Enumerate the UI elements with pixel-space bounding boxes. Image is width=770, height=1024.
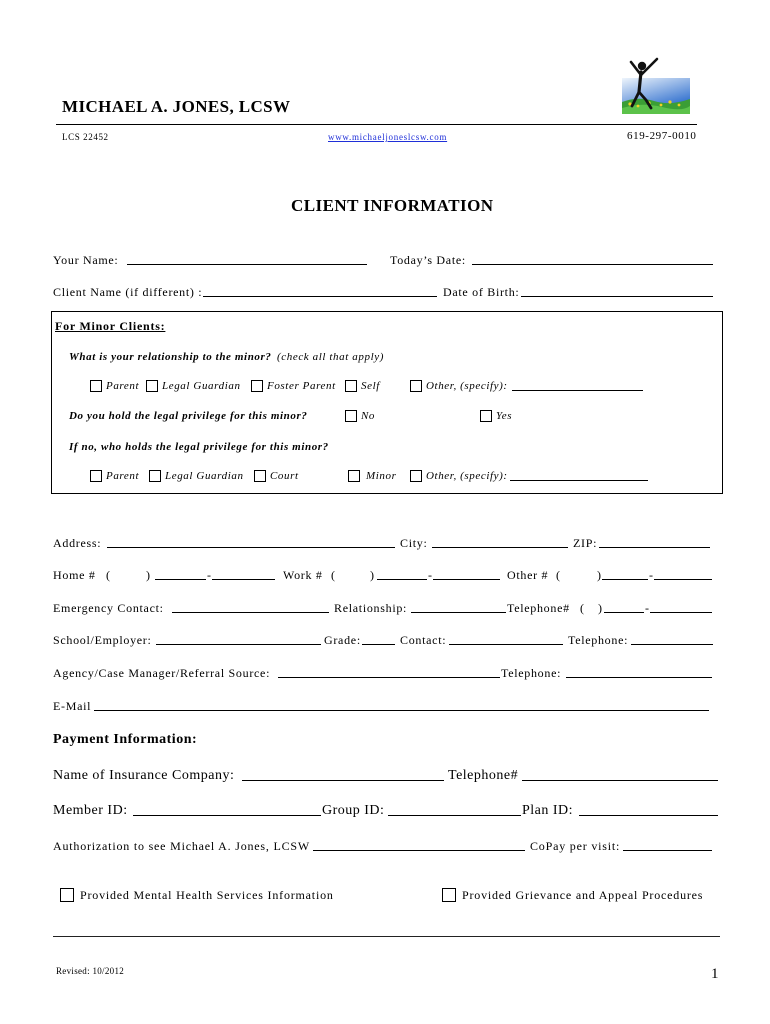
work-phone-label: Work #	[283, 568, 323, 582]
website-link[interactable]: www.michaeljoneslcsw.com	[328, 132, 448, 142]
school-row	[0, 632, 770, 648]
grade-field[interactable]	[362, 632, 395, 645]
insurance-telephone-field[interactable]	[522, 767, 718, 781]
privilege-question: Do you hold the legal privilege for this minor?	[69, 410, 308, 422]
minor-clients-heading: For Minor Clients:	[55, 319, 166, 333]
authorization-label: Authorization to see Michael A. Jones, LCSW	[53, 839, 311, 853]
emergency-contact-field[interactable]	[172, 600, 329, 613]
group-id-label: Group ID:	[322, 803, 385, 818]
practitioner-name: MICHAEL A. JONES, LCSW	[62, 97, 291, 116]
work-phone-separator: -	[428, 568, 433, 582]
school-telephone-field[interactable]	[631, 632, 713, 645]
plan-id-label: Plan ID:	[522, 803, 574, 818]
grievance-procedures-checkbox[interactable]	[442, 888, 456, 902]
emergency-area-close-paren: )	[598, 601, 603, 615]
insurance-company-field[interactable]	[242, 767, 444, 781]
relationship-self-label: Self	[361, 380, 380, 392]
holder-parent-checkbox[interactable]	[90, 470, 102, 482]
holder-question-row	[52, 439, 721, 455]
holder-court-label: Court	[270, 470, 299, 482]
other-area-open-paren: (	[556, 568, 561, 582]
form-title: CLIENT INFORMATION	[291, 196, 494, 215]
agency-telephone-field[interactable]	[566, 665, 712, 678]
mental-health-info-checkbox[interactable]	[60, 888, 74, 902]
emergency-area-open-paren: (	[580, 601, 585, 615]
footer-divider	[53, 936, 720, 937]
privilege-question-row	[52, 408, 721, 424]
your-name-label: Your Name:	[53, 253, 119, 267]
school-contact-label: Contact:	[400, 633, 447, 647]
authorization-row	[0, 838, 770, 854]
authorization-field[interactable]	[313, 838, 525, 851]
work-area-open-paren: (	[331, 568, 336, 582]
header-divider	[56, 124, 697, 125]
privilege-no-label: No	[361, 410, 376, 422]
todays-date-field[interactable]	[472, 252, 713, 265]
todays-date-label: Today’s Date:	[390, 253, 466, 267]
home-phone-line-field[interactable]	[212, 567, 275, 580]
work-phone-line-field[interactable]	[433, 567, 500, 580]
phone-numbers-row	[0, 567, 770, 583]
address-field[interactable]	[107, 535, 395, 548]
your-name-row	[0, 252, 770, 268]
mental-health-info-label: Provided Mental Health Services Information	[80, 888, 334, 902]
emergency-phone-label: Telephone#	[507, 601, 570, 615]
emergency-contact-row	[0, 600, 770, 616]
emergency-contact-label: Emergency Contact:	[53, 601, 164, 615]
client-name-row	[0, 284, 770, 300]
holder-legal-guardian-label: Legal Guardian	[165, 470, 244, 482]
relationship-parent-label: Parent	[106, 380, 140, 392]
address-row	[0, 535, 770, 551]
relationship-other-label: Other, (specify):	[426, 380, 508, 392]
email-label: E-Mail	[53, 699, 92, 713]
agency-telephone-label: Telephone:	[501, 666, 562, 680]
acknowledgements-row	[0, 887, 770, 903]
emergency-phone-line-field[interactable]	[650, 600, 712, 613]
other-phone-prefix-field[interactable]	[602, 567, 648, 580]
relationship-other-specify-field[interactable]	[512, 378, 643, 391]
practice-phone: 619-297-0010	[627, 130, 697, 142]
minor-heading-row	[52, 318, 721, 334]
page-number: 1	[711, 966, 719, 982]
agency-row	[0, 665, 770, 681]
other-phone-label: Other #	[507, 568, 549, 582]
relationship-question-row	[52, 349, 721, 365]
member-id-label: Member ID:	[53, 803, 128, 818]
holder-options-row	[52, 468, 721, 484]
holder-court-checkbox[interactable]	[254, 470, 266, 482]
privilege-no-checkbox[interactable]	[345, 410, 357, 422]
client-name-field[interactable]	[203, 284, 437, 297]
relationship-parent-checkbox[interactable]	[90, 380, 102, 392]
home-phone-separator: -	[207, 568, 212, 582]
grade-label: Grade:	[324, 633, 361, 647]
school-contact-field[interactable]	[449, 632, 563, 645]
license-number: LCS 22452	[62, 132, 109, 142]
privilege-yes-checkbox[interactable]	[480, 410, 492, 422]
holder-question: If no, who holds the legal privilege for this minor?	[69, 441, 329, 453]
holder-other-checkbox[interactable]	[410, 470, 422, 482]
home-phone-label: Home #	[53, 568, 96, 582]
home-phone-prefix-field[interactable]	[155, 567, 206, 580]
relationship-self-checkbox[interactable]	[345, 380, 357, 392]
work-phone-prefix-field[interactable]	[377, 567, 427, 580]
copay-label: CoPay per visit:	[530, 839, 621, 853]
relationship-label: Relationship:	[334, 601, 408, 615]
email-row	[0, 698, 770, 714]
holder-other-specify-field[interactable]	[510, 468, 648, 481]
ids-row	[0, 802, 770, 820]
home-area-open-paren: (	[106, 568, 111, 582]
city-label: City:	[400, 536, 428, 550]
your-name-field[interactable]	[127, 252, 367, 265]
jumping-person-logo-icon	[618, 56, 698, 120]
relationship-question: What is your relationship to the minor?	[69, 351, 272, 363]
privilege-yes-label: Yes	[496, 410, 513, 422]
email-field[interactable]	[94, 698, 709, 711]
city-field[interactable]	[432, 535, 568, 548]
relationship-hint: (check all that apply)	[277, 351, 384, 363]
zip-label: ZIP:	[573, 536, 598, 550]
relationship-other-checkbox[interactable]	[410, 380, 422, 392]
address-label: Address:	[53, 536, 102, 550]
school-telephone-label: Telephone:	[568, 633, 629, 647]
other-area-close-paren: )	[597, 568, 602, 582]
other-phone-line-field[interactable]	[654, 567, 712, 580]
payment-information-heading: Payment Information:	[53, 732, 198, 747]
minor-clients-section	[51, 311, 723, 494]
holder-minor-label: Minor	[366, 470, 397, 482]
holder-minor-checkbox[interactable]	[348, 470, 360, 482]
insurance-telephone-label: Telephone#	[448, 768, 519, 783]
relationship-foster-parent-label: Foster Parent	[267, 380, 336, 392]
member-id-field[interactable]	[133, 802, 321, 816]
emergency-phone-separator: -	[645, 601, 650, 615]
work-area-close-paren: )	[370, 568, 375, 582]
relationship-legal-guardian-checkbox[interactable]	[146, 380, 158, 392]
other-phone-separator: -	[649, 568, 654, 582]
emergency-phone-prefix-field[interactable]	[604, 600, 644, 613]
copay-field[interactable]	[623, 838, 712, 851]
holder-legal-guardian-checkbox[interactable]	[149, 470, 161, 482]
holder-other-label: Other, (specify):	[426, 470, 508, 482]
home-area-close-paren: )	[146, 568, 151, 582]
relationship-field[interactable]	[411, 600, 506, 613]
insurance-company-label: Name of Insurance Company:	[53, 768, 235, 783]
zip-field[interactable]	[599, 535, 710, 548]
school-employer-field[interactable]	[156, 632, 321, 645]
insurance-row	[0, 767, 770, 785]
relationship-legal-guardian-label: Legal Guardian	[162, 380, 241, 392]
grievance-procedures-label: Provided Grievance and Appeal Procedures	[462, 888, 704, 902]
school-employer-label: School/Employer:	[53, 633, 152, 647]
date-of-birth-field[interactable]	[521, 284, 713, 297]
client-name-label: Client Name (if different) :	[53, 285, 203, 299]
date-of-birth-label: Date of Birth:	[443, 285, 520, 299]
group-id-field[interactable]	[388, 802, 521, 816]
relationship-foster-parent-checkbox[interactable]	[251, 380, 263, 392]
relationship-options-row	[52, 378, 721, 394]
plan-id-field[interactable]	[579, 802, 718, 816]
revised-date: Revised: 10/2012	[56, 966, 125, 976]
agency-label: Agency/Case Manager/Referral Source:	[53, 666, 271, 680]
agency-field[interactable]	[278, 665, 500, 678]
holder-parent-label: Parent	[106, 470, 140, 482]
